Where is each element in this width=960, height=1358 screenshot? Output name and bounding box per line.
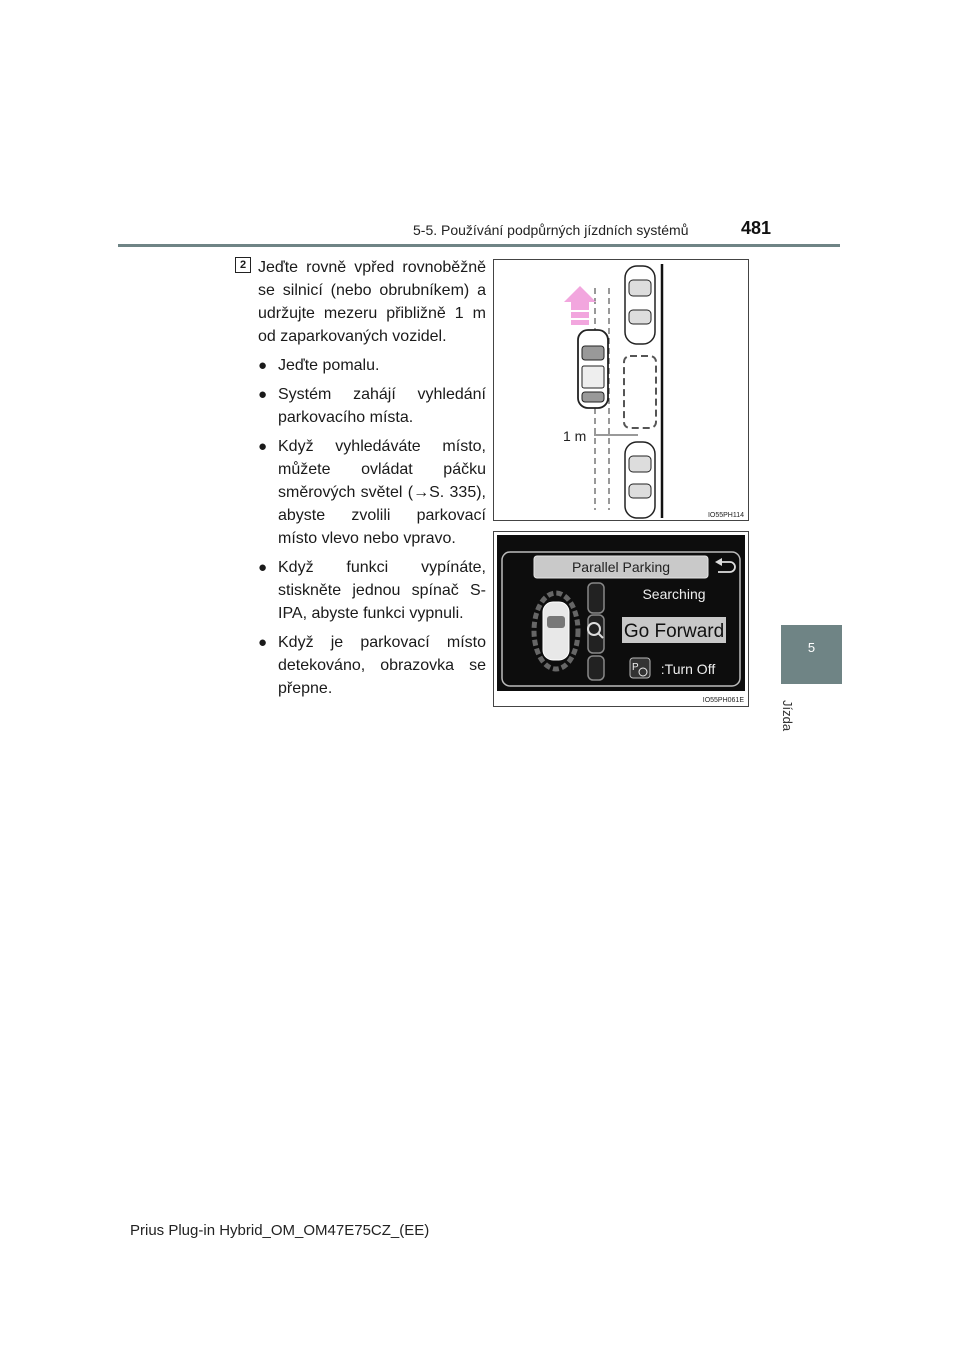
bullet-item <box>258 556 486 625</box>
forward-arrow-icon <box>564 286 596 325</box>
bullet-text: Když je parkovací místo detekováno, obrazovka se přepne. <box>278 634 486 697</box>
bullet-dot: ● <box>258 634 268 651</box>
bullet-text: Systém zahájí vyhledání parkovacího místa. <box>278 386 486 426</box>
bullet-text: Když funkci vypínáte, stiskněte jednou spínač S-IPA, abyste funkci vypnuli. <box>278 559 486 622</box>
distance-label: 1 m <box>563 428 587 444</box>
display-screen-figure <box>493 531 749 707</box>
bullet-item <box>258 354 486 377</box>
bullet-dot: ● <box>258 357 268 374</box>
parked-car-icon <box>625 266 655 344</box>
bullet-item <box>258 435 486 550</box>
status-text: Searching <box>642 586 706 602</box>
bullet-dot: ● <box>258 559 268 576</box>
instruction-text: Go Forward <box>623 621 725 642</box>
figure-code: IO55PH061E <box>702 697 744 704</box>
turn-off-text: :Turn Off <box>660 661 716 677</box>
screen-title: Parallel Parking <box>571 559 671 575</box>
figure-code: IO55PH114 <box>707 512 744 519</box>
footer-doc-id: Prius Plug-in Hybrid_OM_OM47E75CZ_(EE) <box>130 1222 430 1239</box>
parking-space-outline <box>624 356 656 428</box>
chapter-number: 5 <box>807 640 816 655</box>
body-text <box>258 256 486 706</box>
own-car-icon <box>578 330 608 408</box>
bullet-dot: ● <box>258 386 268 403</box>
bullet-item <box>258 631 486 700</box>
chapter-label-wrap <box>775 700 815 750</box>
parking-diagram-svg <box>494 260 748 520</box>
p-label: P <box>632 662 639 673</box>
bullet-text: Jeďte pomalu. <box>278 357 380 374</box>
page-number: 481 <box>741 218 772 238</box>
parked-car-icon <box>625 442 655 518</box>
display-screen-svg <box>494 532 748 706</box>
header-rule <box>118 244 840 247</box>
parking-diagram <box>493 259 749 521</box>
section-title: 5-5. Používání podpůrných jízdních systémů <box>413 222 689 238</box>
intro-paragraph: Jeďte rovně vpřed rovnoběžně se silnicí (nebo obrubníkem) a udržujte mezeru přibližně 1 m od zaparkovaných vozidel. <box>258 259 486 345</box>
chapter-label: Jízda <box>780 700 795 732</box>
bullet-dot: ● <box>258 438 268 455</box>
step-number-badge: 2 <box>235 257 251 273</box>
bullet-text: Když vyhledáváte místo, můžete ovládat páčku směrových světel (→S. 335), abyste zvolili parkovací místo vlevo nebo vpravo. <box>278 438 486 547</box>
bullet-item <box>258 383 486 429</box>
